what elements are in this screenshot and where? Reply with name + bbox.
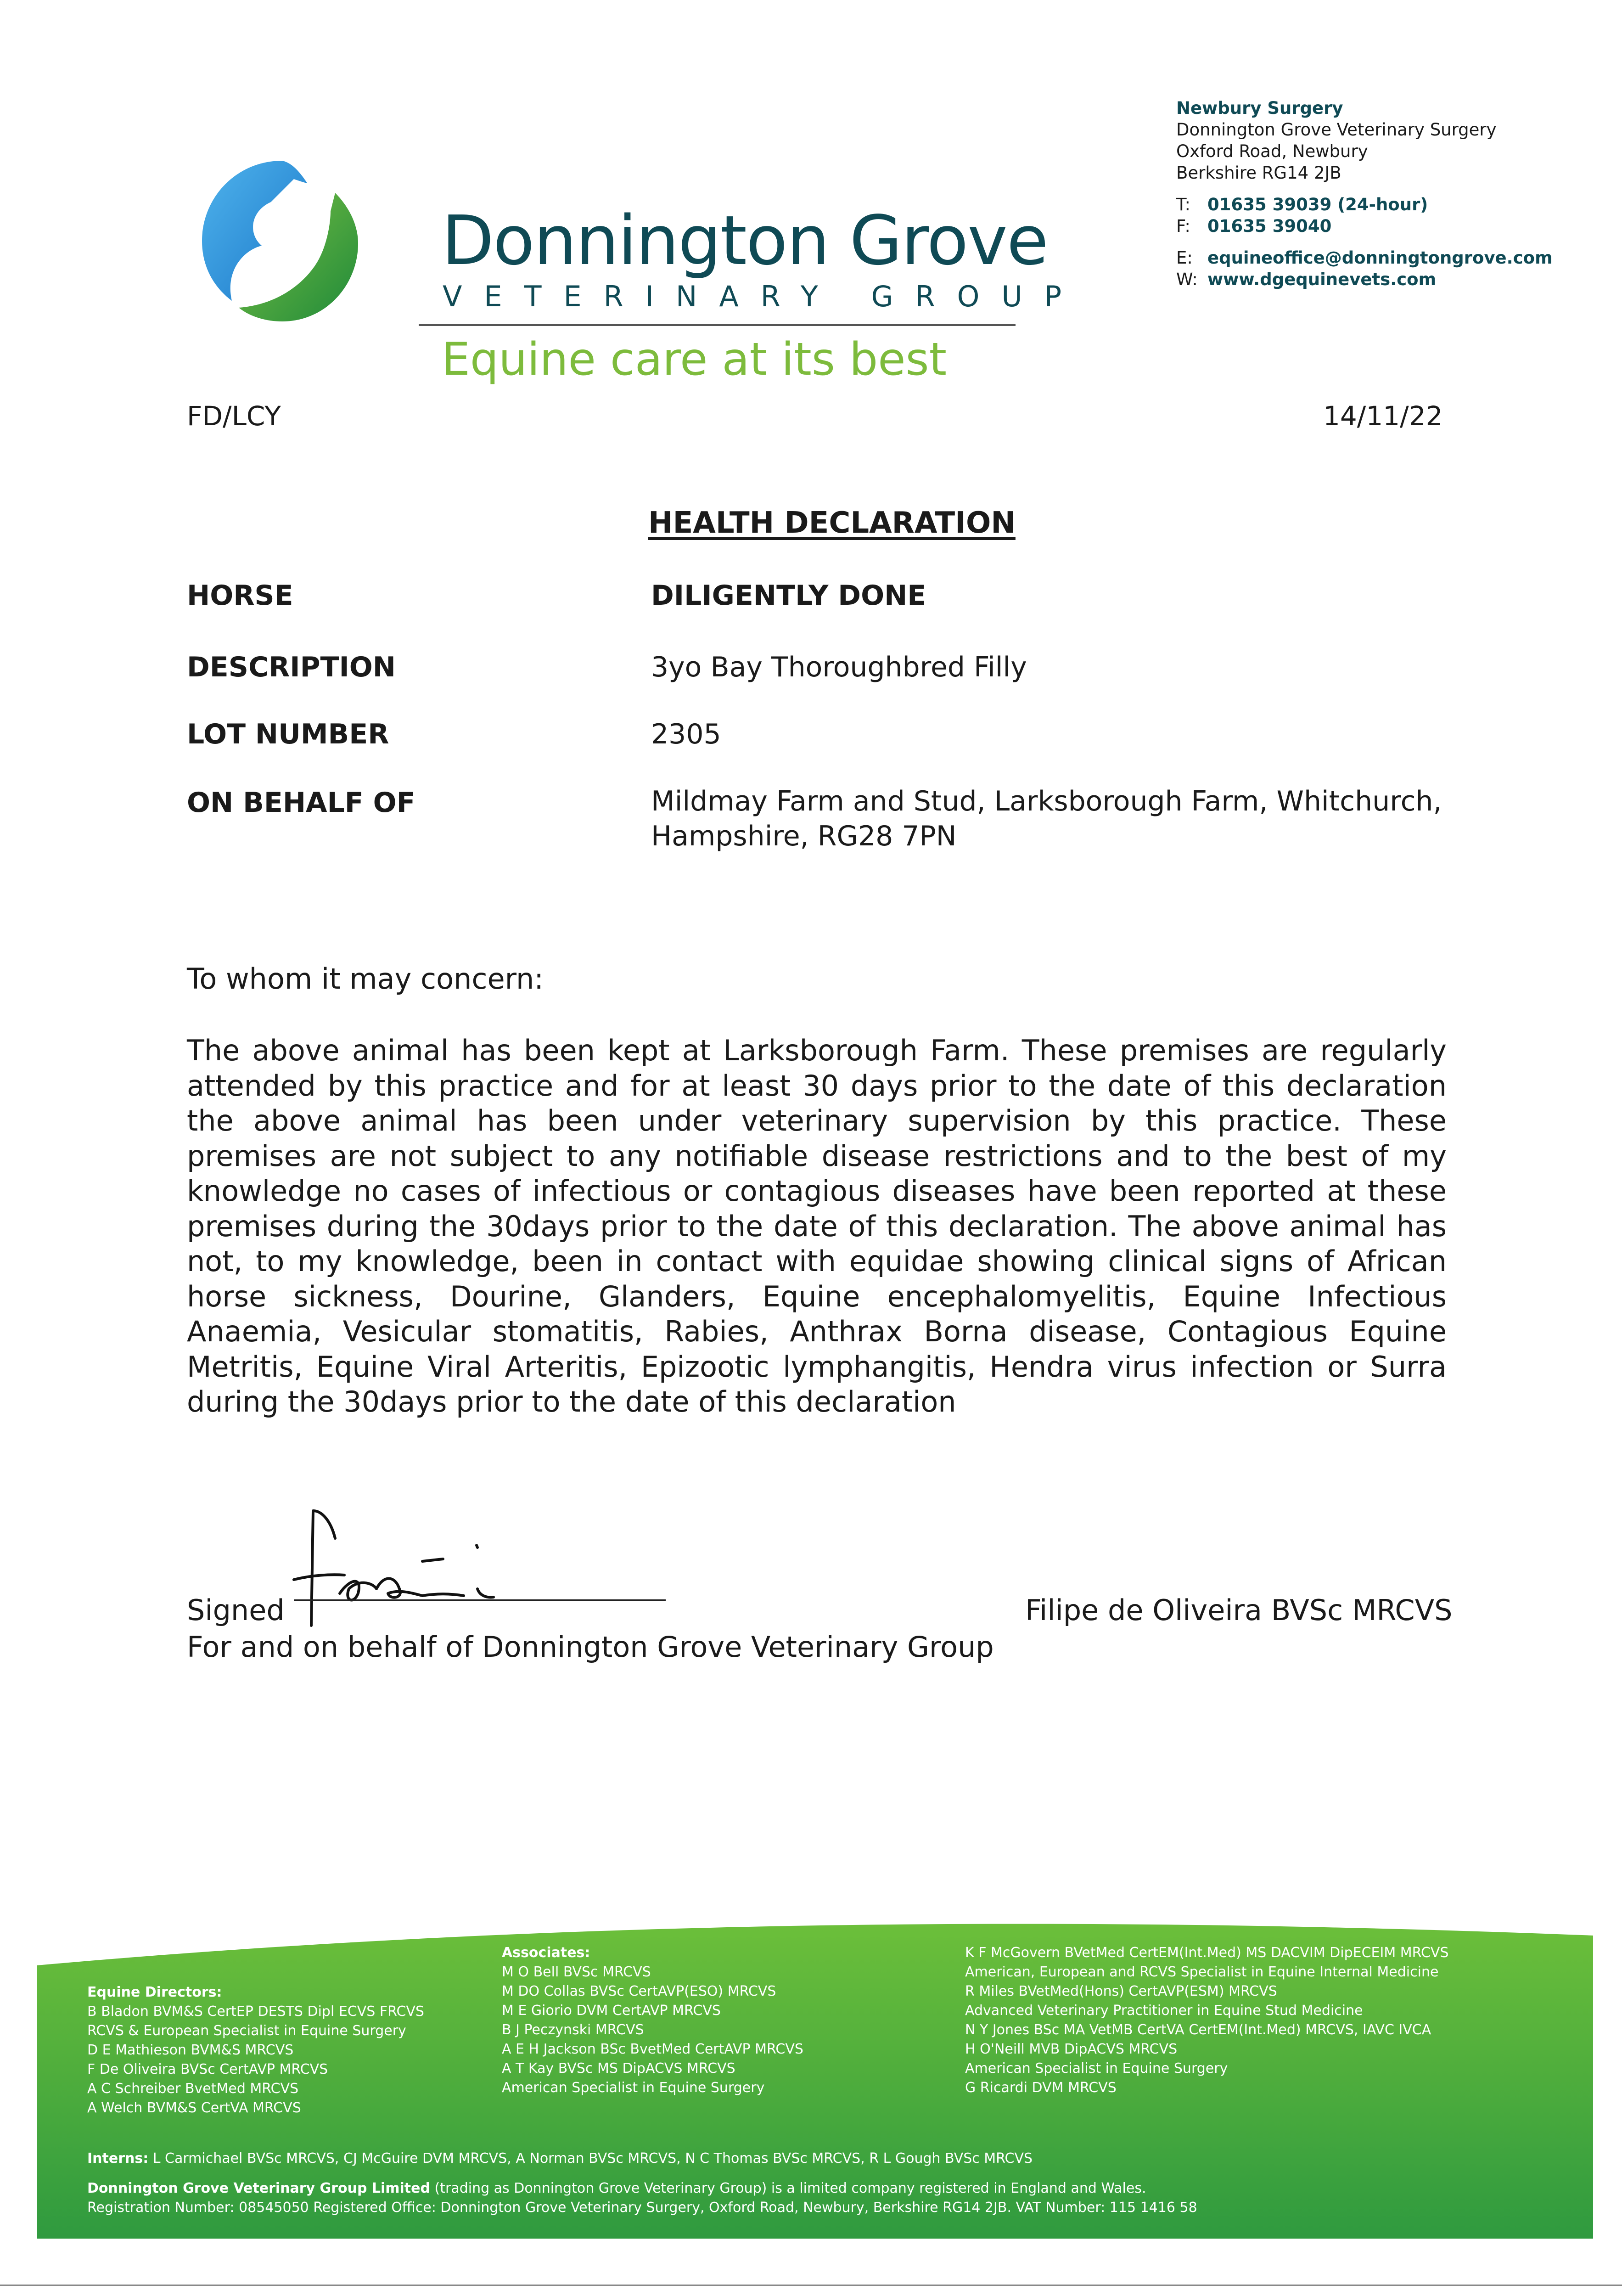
signed-label: Signed [187, 1593, 285, 1627]
associates-heading: Associates: [502, 1945, 590, 1961]
web-label: W: [1176, 270, 1198, 289]
lot-number-label: LOT NUMBER [187, 718, 389, 750]
handwritten-signature [285, 1502, 670, 1635]
company-line [87, 2179, 1146, 2198]
fax-label: F: [1176, 216, 1190, 236]
associate-line: R Miles BVetMed(Hons) CertAVP(ESM) MRCVS [965, 1983, 1277, 1999]
associate-line: H O'Neill MVB DipACVS MRCVS [965, 2041, 1178, 2057]
on-behalf-line: For and on behalf of Donnington Grove Veterinary Group [187, 1630, 994, 1664]
email-link[interactable]: equineoffice@donningtongrove.com [1207, 248, 1553, 268]
on-behalf-label: ON BEHALF OF [187, 787, 415, 819]
address-line: Berkshire RG14 2JB [1176, 163, 1341, 183]
director-line: F De Oliveira BVSc CertAVP MRCVS [87, 2061, 328, 2077]
director-line: A Welch BVM&S CertVA MRCVS [87, 2100, 301, 2116]
header-divider [419, 324, 1016, 326]
director-line: A C Schreiber BvetMed MRCVS [87, 2081, 299, 2097]
associate-line: Advanced Veterinary Practitioner in Equine Stud Medicine [965, 2003, 1363, 2019]
on-behalf-value: Mildmay Farm and Stud, Larksborough Farm, Whitchurch, Hampshire, RG28 7PN [651, 785, 1442, 852]
director-line: D E Mathieson BVM&S MRCVS [87, 2042, 294, 2058]
tagline: Equine care at its best [442, 333, 947, 386]
description-value: 3yo Bay Thoroughbred Filly [651, 651, 1027, 683]
reference-code: FD/LCY [187, 400, 281, 432]
company-name: Donnington Grove Veterinary Group Limited [87, 2180, 430, 2196]
associate-line: G Ricardi DVM MRCVS [965, 2080, 1117, 2096]
associate-line: M E Giorio DVM CertAVP MRCVS [502, 2003, 721, 2019]
associate-line: A T Kay BVSc MS DipACVS MRCVS [502, 2060, 735, 2077]
lot-number-value: 2305 [651, 718, 721, 750]
directors-heading: Equine Directors: [87, 1984, 222, 2000]
surgery-name: Newbury Surgery [1176, 98, 1343, 118]
horse-label: HORSE [187, 580, 293, 612]
address-line: Oxford Road, Newbury [1176, 141, 1368, 161]
associate-line: American Specialist in Equine Surgery [965, 2060, 1228, 2077]
associate-line: M DO Collas BVSc CertAVP(ESO) MRCVS [502, 1983, 776, 1999]
director-line: RCVS & European Specialist in Equine Surgery [87, 2023, 406, 2039]
associate-line: K F McGovern BVetMed CertEM(Int.Med) MS DACVIM DipECEIM MRCVS [965, 1945, 1449, 1961]
fax-number: 01635 39040 [1207, 216, 1332, 236]
registration-line: Registration Number: 08545050 Registered Office: Donnington Grove Veterinary Surgery, Oxford Road, Newbury, Berkshire RG14 2JB. VAT Number: 115 1416 58 [87, 2200, 1197, 2216]
tel-label: T: [1176, 195, 1191, 214]
document-date: 14/11/22 [1323, 400, 1443, 432]
signature-line [294, 1599, 666, 1601]
associate-line: American, European and RCVS Specialist in Equine Internal Medicine [965, 1964, 1439, 1980]
org-name: Donnington Grove [442, 201, 1048, 280]
interns-label: Interns: [87, 2150, 149, 2167]
interns-line [87, 2149, 1033, 2168]
horse-logo-icon [193, 152, 372, 331]
email-label: E: [1176, 248, 1193, 268]
associate-line: A E H Jackson BSc BvetMed CertAVP MRCVS [502, 2041, 803, 2057]
associate-line: N Y Jones BSc MA VetMB CertVA CertEM(Int.Med) MRCVS, IAVC IVCA [965, 2022, 1431, 2038]
company-detail: (trading as Donnington Grove Veterinary Group) is a limited company registered in England and Wales. [434, 2180, 1146, 2196]
associate-line: B J Peczynski MRCVS [502, 2022, 644, 2038]
associate-line: American Specialist in Equine Surgery [502, 2080, 765, 2096]
web-link[interactable]: www.dgequinevets.com [1207, 270, 1437, 289]
director-line: B Bladon BVM&S CertEP DESTS Dipl ECVS FRCVS [87, 2003, 424, 2020]
contact-block [1176, 97, 1617, 290]
document-title: HEALTH DECLARATION [648, 506, 1016, 540]
horse-value: DILIGENTLY DONE [651, 580, 926, 612]
declaration-body: The above animal has been kept at Larksborough Farm. These premises are regularly attended by this practice and for at least 30 days prior to the date of this declaration the above animal has been under veterinary supervision by this practice. These premises are not subject to any notifiable disease restrictions and to the best of my knowledge no cases of infectious or contagious diseases have been reported at these premises during the 30days prior to the date of this declaration. The above animal has not, to my knowledge, been in contact with equidae showing clinical signs of African horse sickness, Dourine, Glanders, Equine encephalomyelitis, Equine Infectious Anaemia, Vesicular stomatitis, Rabies, Anthrax Borna disease, Contagious Equine Metritis, Equine Viral Arteritis, Epizootic lymphangitis, Hendra virus infection or Surra during the 30days prior to the date of this declaration [187, 1034, 1447, 1418]
signer-name: Filipe de Oliveira BVSc MRCVS [1025, 1593, 1453, 1627]
org-subtitle: VETERINARY GROUP [443, 280, 1084, 313]
address-line: Donnington Grove Veterinary Surgery [1176, 120, 1497, 140]
page-bottom-rule [0, 2285, 1622, 2286]
interns-list: L Carmichael BVSc MRCVS, CJ McGuire DVM MRCVS, A Norman BVSc MRCVS, N C Thomas BVSc MRCVS, R L Gough BVSc MRCVS [152, 2150, 1033, 2167]
associate-line: M O Bell BVSc MRCVS [502, 1964, 651, 1980]
tel-number: 01635 39039 (24-hour) [1207, 195, 1428, 214]
description-label: DESCRIPTION [187, 651, 396, 683]
salutation: To whom it may concern: [187, 962, 544, 996]
